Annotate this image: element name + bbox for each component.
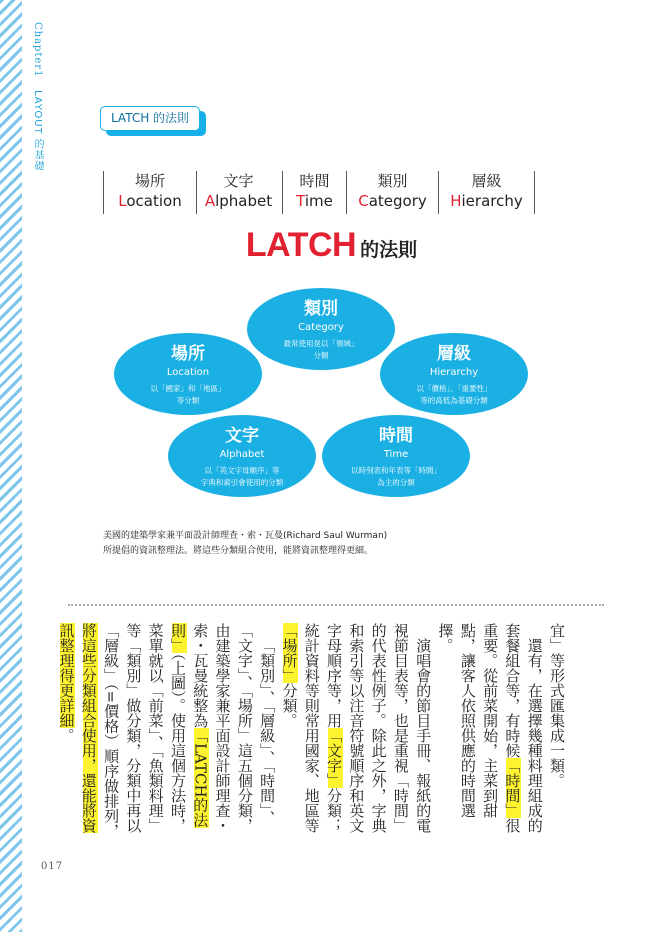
- category-en: [110, 191, 190, 212]
- ellipse-location: [114, 333, 262, 415]
- body-run: （上圖）。使用這個方法時，菜單就以「前菜」、「魚類料理」等「類別」做分類，分類中再以「層級」（=價格）順序做排列，: [102, 623, 187, 839]
- body-run: 。: [57, 728, 76, 743]
- ellipse-zh: 場所: [171, 344, 205, 364]
- body-paragraph: [434, 623, 545, 841]
- ellipse-desc-line: 等的高低為基礎分類: [420, 396, 488, 405]
- ellipse-zh: 層級: [437, 344, 471, 364]
- ellipse-desc-line: 以「英文字母順序」等: [204, 466, 280, 475]
- category-initial: A: [204, 192, 216, 210]
- ellipse-desc: [168, 465, 316, 489]
- category-row: [103, 171, 543, 214]
- ellipse-desc-line: 為主的分類: [377, 478, 415, 487]
- category-initial: T: [296, 192, 305, 210]
- title-latch: LATCH: [245, 226, 357, 264]
- category-rest: ategory: [368, 192, 427, 210]
- body-run: 很重要。從前菜開始，主菜到甜點，讓客人依照供應的時間選擇。: [436, 623, 522, 833]
- category-rest: ime: [304, 192, 333, 210]
- ellipse-zh: 文字: [225, 426, 259, 446]
- category-zh: 層級: [471, 172, 502, 190]
- ellipse-zh: 類別: [304, 299, 338, 319]
- ellipse-en: Alphabet: [219, 449, 265, 460]
- ellipse-en: Location: [166, 367, 210, 378]
- body-run: 「類別」、「層級」、「時間」、「文字」、「場所」這五個分類，由建築學家兼平面設計師理查・索・瓦曼統整為: [191, 623, 277, 833]
- page-number: 017: [41, 861, 64, 872]
- category-initial: H: [450, 192, 462, 210]
- body-paragraph: [278, 623, 434, 841]
- category-time: [283, 171, 347, 214]
- body-run: 分類；統計資料等則常用國家、地區等: [302, 623, 344, 833]
- ellipse-category: [247, 288, 395, 370]
- highlight-text: 「時間」: [503, 758, 522, 818]
- category-zh: 場所: [134, 172, 165, 190]
- side-stripe: [0, 0, 22, 932]
- ellipse-zh: 時間: [379, 426, 413, 446]
- ellipse-desc-line: 分類: [313, 351, 329, 360]
- body-paragraph: [546, 623, 568, 841]
- section-tag: LATCH 的法則: [100, 106, 200, 131]
- body-text: [57, 623, 568, 841]
- category-en: [353, 191, 432, 212]
- ellipse-desc-line: 最常使用是以「領域」: [283, 339, 359, 348]
- category-en: [201, 191, 276, 212]
- ellipse-desc: [247, 338, 395, 362]
- caption-line: 所提倡的資訊整理法。將這些分類組合使用，能將資訊整理得更細。: [103, 546, 374, 556]
- ellipse-desc-line: 等分類: [176, 396, 200, 405]
- dotted-divider: [68, 604, 604, 606]
- ellipse-time: [322, 415, 470, 497]
- chapter-header: [30, 22, 45, 172]
- highlight-text: 將這些分類組合使用，還能將資訊整理得更詳細: [57, 623, 98, 833]
- category-rest: ocation: [126, 192, 182, 210]
- category-location: [103, 171, 197, 214]
- category-initial: L: [118, 192, 127, 210]
- category-alphabet: [195, 171, 283, 214]
- chapter-subtitle: LAYOUT 的基礎: [32, 89, 43, 172]
- category-zh: 文字: [223, 172, 254, 190]
- category-zh: 類別: [377, 172, 408, 190]
- ellipse-desc: [380, 383, 528, 407]
- diagram-title: [0, 226, 663, 265]
- ellipse-en: Category: [298, 322, 344, 333]
- ellipse-hierarchy: [380, 333, 528, 415]
- ellipse-desc: [114, 383, 262, 407]
- category-hierarchy: [439, 171, 535, 214]
- ellipse-desc-line: 以「國家」和「地區」: [150, 384, 226, 393]
- body-paragraph: [55, 623, 278, 841]
- category-en: [289, 191, 340, 212]
- category-zh: 時間: [299, 172, 330, 190]
- figure-caption: [103, 529, 573, 559]
- category-initial: C: [358, 192, 369, 210]
- highlight-text: 「場所」: [280, 623, 299, 683]
- ellipse-desc-line: 字典和索引會使用的分類: [200, 478, 284, 487]
- category-rest: lphabet: [215, 192, 273, 210]
- category-category: [347, 171, 439, 214]
- ellipse-alphabet: [168, 415, 316, 497]
- ellipse-desc-line: 以時刻表和年表等「時間」: [351, 466, 441, 475]
- caption-line: 美國的建築學家兼平面設計師理查・索・瓦曼(Richard Saul Wurman): [103, 531, 388, 541]
- body-run: 宜」等形式匯集成一類。: [548, 623, 566, 788]
- ellipse-desc: [322, 465, 470, 489]
- ellipse-en: Hierarchy: [429, 367, 479, 378]
- highlight-text: 「LATCH的法則」: [168, 623, 210, 828]
- body-run: 分類。: [280, 683, 299, 728]
- category-en: [445, 191, 528, 212]
- body-run: 演唱會的節目手冊、報紙的電視節目表等，也是重視「時間」的代表性例子。除此之外，字典和索引等以注音符號順序和英文字母順序等，用: [325, 623, 433, 833]
- body-run: 還有，在選擇幾種料理組成的套餐組合等，有時候: [503, 623, 544, 833]
- ellipse-en: Time: [383, 449, 409, 460]
- ellipse-desc-line: 以「價格」、「重要性」: [416, 384, 492, 393]
- title-rest: 的法則: [360, 239, 418, 261]
- highlight-text: 「文字」: [325, 728, 344, 788]
- category-rest: ierarchy: [461, 192, 523, 210]
- chapter-label: Chapter1: [32, 22, 43, 78]
